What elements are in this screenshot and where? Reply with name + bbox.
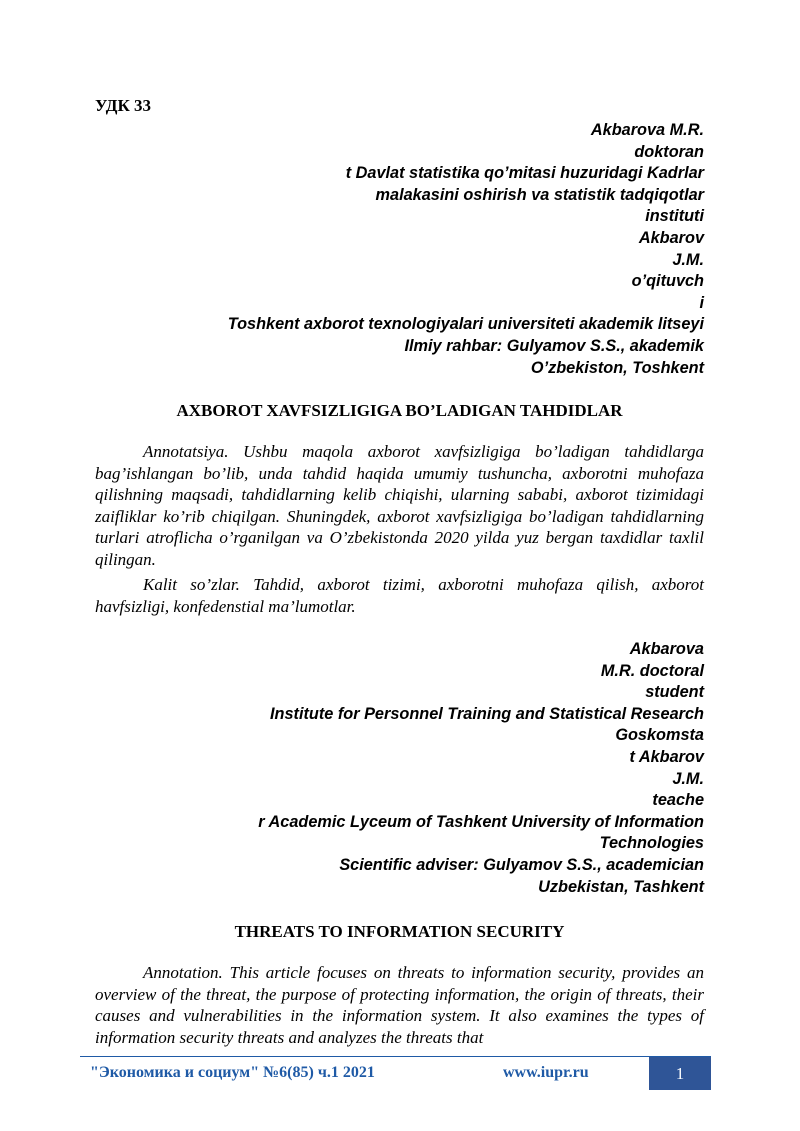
author-block-uzbek (95, 120, 704, 379)
author-line: Institute for Personnel Training and Statistical Research (270, 704, 704, 723)
page-number: 1 (649, 1057, 711, 1090)
author-line: malakasini oshirish va statistik tadqiqotlar (375, 185, 704, 204)
author-line: Scientific adviser: Gulyamov S.S., academician (339, 855, 704, 874)
journal-website[interactable]: www.iupr.ru (503, 1064, 589, 1081)
author-line: t Akbarov (629, 747, 704, 766)
author-line: t Davlat statistika qo’mitasi huzuridagi Kadrlar (345, 164, 704, 183)
annotation-english: Annotation. This article focuses on threats to information security, provides an overview of the threat, the purpose of protecting information, the origin of threats, their causes and vulnerabilities in the information system. It also examines the types of information security threats and analyzes the threats that (95, 963, 704, 1047)
author-line: Uzbekistan, Tashkent (538, 877, 704, 896)
udc-code: УДК 33 (95, 96, 152, 115)
author-line: r Academic Lyceum of Tashkent University of Information (258, 812, 704, 831)
article-title-uzbek: AXBOROT XAVFSIZLIGIGA BO’LADIGAN TAHDIDLAR (176, 401, 623, 420)
author-line: J.M. (672, 769, 704, 788)
author-line: instituti (645, 207, 704, 226)
author-line: student (645, 683, 704, 702)
author-line: Goskomsta (615, 726, 704, 745)
author-line: Ilmiy rahbar: Gulyamov S.S., akademik (404, 336, 704, 355)
annotation-uzbek: Annotatsiya. Ushbu maqola axborot xavfsizligiga bo’ladigan tahdidlarga bag’ishlangan bo’lib, unda tahdid haqida umumiy tushuncha, axborotni muhofaza qilishning maqsadi, tahdidlarning kelib chiqishi, ularning sababi, axborot tizimidagi zaifliklar ko’rib chiqilgan. Shuningdek, axborot xavfsizligiga bo’ladigan tahdidlarning turlari atroflicha o’rganilgan va O’zbekistonda 2020 yilda yuz bergan taxdidlar taxlil qilingan. (95, 442, 704, 569)
keywords-uzbek: Kalit so’zlar. Tahdid, axborot tizimi, axborotni muhofaza qilish, axborot havfsizligi, konfedenstial ma’lumotlar. (95, 575, 704, 616)
author-line: i (699, 293, 704, 312)
page-footer (80, 1056, 711, 1089)
author-line: M.R. doctoral (600, 661, 704, 680)
author-line: Toshkent axborot texnologiyalari universiteti akademik litseyi (227, 315, 704, 334)
article-title-english: THREATS TO INFORMATION SECURITY (234, 922, 565, 941)
author-block-english (95, 639, 704, 898)
author-line: Technologies (599, 834, 704, 853)
author-line: doktoran (634, 142, 704, 161)
author-line: o’qituvch (631, 272, 704, 291)
author-line: O’zbekiston, Toshkent (530, 358, 704, 377)
author-line: J.M. (672, 250, 704, 269)
author-line: Akbarova (629, 640, 704, 658)
journal-citation: "Экономика и социум" №6(85) ч.1 2021 (90, 1064, 375, 1081)
author-line: Akbarov (638, 228, 704, 247)
author-line: teache (652, 791, 704, 810)
author-line: Akbarova M.R. (590, 121, 704, 139)
